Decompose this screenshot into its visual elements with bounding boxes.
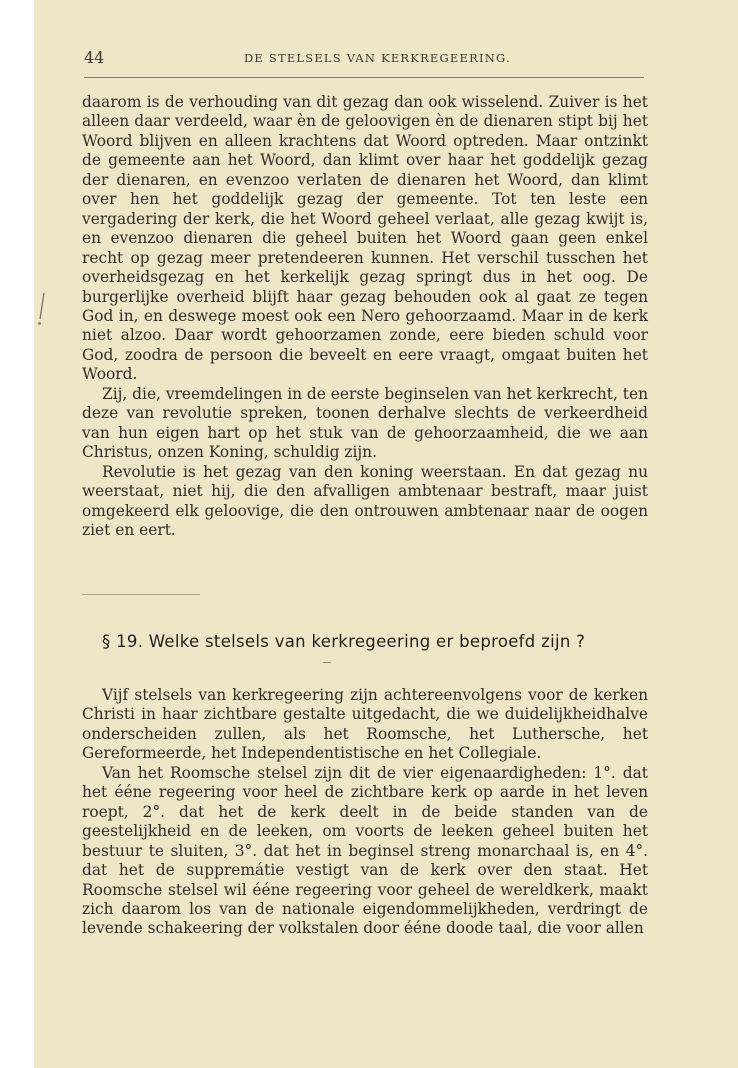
page-header: [84, 48, 644, 72]
heading-mark: [323, 662, 331, 663]
pencil-underline: [82, 594, 200, 595]
header-rule: [84, 77, 644, 78]
paragraph-authority-woord: daarom is de verhouding van dit gezag dan ook wisselend. Zuiver is het alleen daar verdeeld, waar èn de geloovigen èn de dienaren stipt bij het Woord blijven en alleen krachtens dat Woord optreden. Maar ontzinkt de gemeente aan het Woord, dan klimt over haar het goddelijk gezag der dienaren, en evenzoo verlaten de dienaren het Woord, dan klimt over hen het goddelijk gezag der gemeente. Tot ten leste een vergadering der kerk, die het Woord geheel verlaat, alle gezag kwijt is, en evenzoo dienaren die geheel buiten het Woord gaan geen enkel recht op gezag meer pretendeeren kunnen. Het verschil tusschen het overheidsgezag en het kerkelijk gezag springt dus in het oog. De burgerlijke overheid blijft haar gezag behouden ook al gaat ze tegen God in, en deswege moest ook een Nero gehoorzaamd. Maar in de kerk niet alzoo. Daar wordt gehoorzamen zonde, eere bieden schuld voor God, zoodra de persoon die beveelt en eere vraagt, omgaat buiten het Woord.: [82, 93, 648, 384]
page-number: 44: [84, 48, 105, 67]
paragraph-roomsche-stelsel: Van het Roomsche stelsel zijn dit de vier eigenaardigheden: 1°. dat het ééne regeering voor heel de zichtbare kerk op aarde in het leven roept, 2°. dat het de kerk deelt in de beide standen van de geestelijkheid en de leeken, om voorts de leeken geheel buiten het bestuur te sluiten, 3°. dat het in beginsel streng monarchaal is, en 4°. dat het de suppremátie vestigt van de kerk over den staat. Het Roomsche stelsel wil ééne regeering voor geheel de wereldkerk, maakt zich daarom los van de nationale eigendommelijkheden, verdringt de levende schakeering der volkstalen door ééne doode taal, die voor allen: [82, 763, 648, 938]
paragraph-vijf-stelsels: Vijf stelsels van kerkregeering zijn achtereenvolgens voor de kerken Christi in haar zichtbare gestalte uitgedacht, die we duidelijkheidhalve onderscheiden zullen, als het Roomsche, het Luthersche, het Gereformeerde, het Independentistische en het Collegiale.: [82, 686, 648, 763]
body-text-upper: [82, 93, 648, 540]
section-heading: § 19. Welke stelsels van kerkregeering er beproefd zijn ?: [102, 632, 586, 651]
margin-dot: [38, 322, 41, 325]
page-edge: [0, 0, 34, 1068]
running-head: DE STELSELS VAN KERKREGEERING.: [244, 51, 511, 65]
paragraph-revolutie-definitie: Revolutie is het gezag van den koning weerstaan. En dat gezag nu weerstaat, niet hij, die den afvalligen ambtenaar bestraft, maar juist omgekeerd elk geloovige, die den ontrouwen ambtenaar naar de oogen ziet en eert.: [82, 462, 648, 539]
margin-pencil-mark: [36, 292, 48, 320]
body-text-lower: [82, 686, 648, 939]
paragraph-revolutie-spreken: Zij, die, vreemdelingen in de eerste beginselen van het kerkrecht, ten deze van revolutie spreken, toonen derhalve slechts de verkeerdheid van hun eigen hart op het stuk van de gehoorzaamheid, die we aan Christus, onzen Koning, schuldig zijn.: [82, 384, 648, 462]
